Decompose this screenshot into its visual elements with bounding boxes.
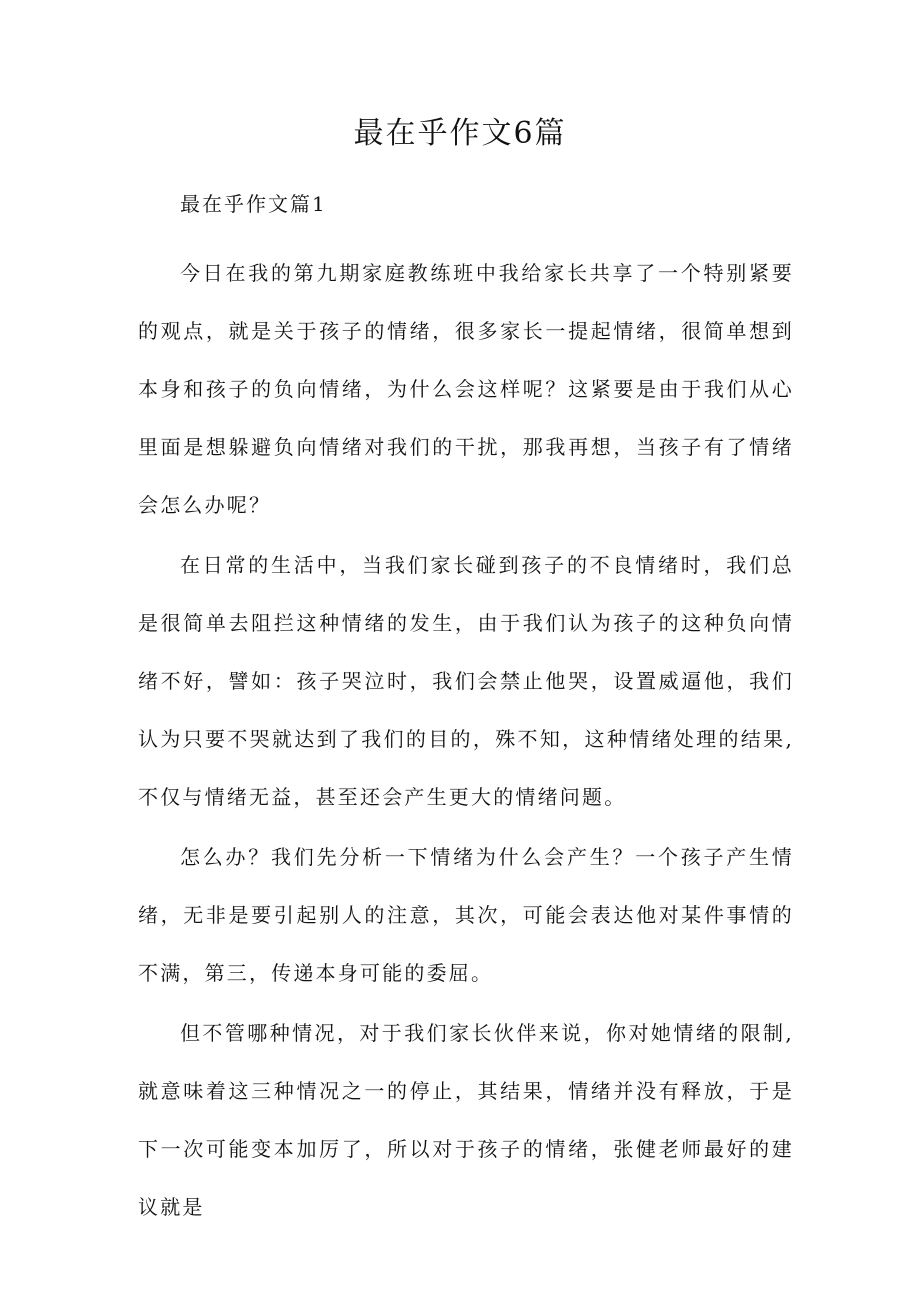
paragraph-4: 但不管哪种情况，对于我们家长伙伴来说，你对她情绪的限制,就意味着这三种情况之一的停止，其结果，情绪并没有释放，于是下一次可能变本加厉了，所以对于孩子的情绪，张健老师最好的建议就是	[138, 1021, 794, 1219]
paragraph-2: 在日常的生活中，当我们家长碰到孩子的不良情绪时，我们总是很简单去阻拦这种情绪的发生，由于我们认为孩子的这种负向情绪不好，譬如：孩子哭泣时，我们会禁止他哭，设置威逼他，我们认为只要不哭就达到了我们的目的，殊不知，这种情绪处理的结果,不仅与情绪无益，甚至还会产生更大的情绪问题。	[138, 553, 794, 809]
section-heading: 最在乎作文篇1	[180, 192, 327, 216]
paragraph-3: 怎么办？我们先分析一下情绪为什么会产生？一个孩子产生情绪，无非是要引起别人的注意，其次，可能会表达他对某件事情的不满，第三，传递本身可能的委屈。	[138, 845, 794, 985]
page-title: 最在乎作文6篇	[353, 116, 567, 151]
paragraph-1: 今日在我的第九期家庭教练班中我给家长共享了一个特别紧要的观点，就是关于孩子的情绪，很多家长一提起情绪，很简单想到本身和孩子的负向情绪，为什么会这样呢？这紧要是由于我们从心里面是想躲避负向情绪对我们的干扰，那我再想，当孩子有了情绪会怎么办呢？	[138, 261, 794, 517]
